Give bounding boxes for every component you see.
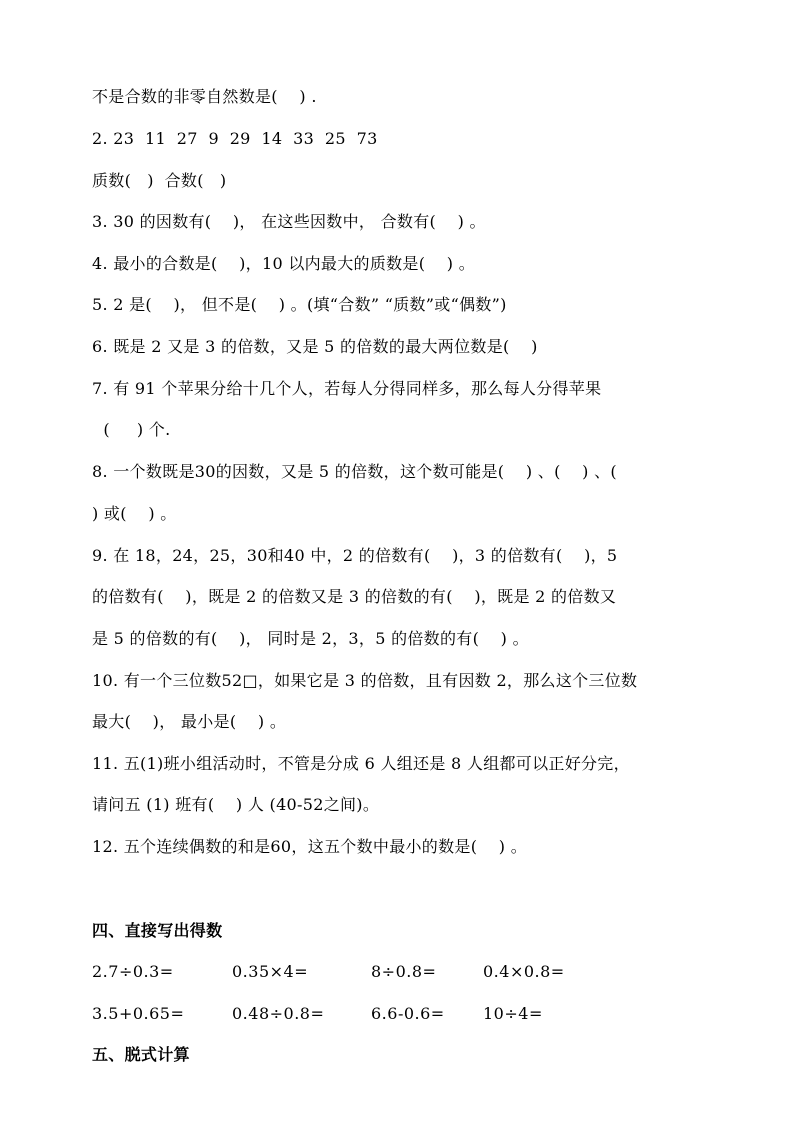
calc-item: 0.35×4=	[232, 962, 309, 981]
calc-item: 6.6-0.6=	[371, 1004, 445, 1023]
question-line: ) 或( ) 。	[92, 504, 177, 523]
calc-item: 10÷4=	[483, 1004, 543, 1023]
question-line: 11. 五(1)班小组活动时，不管是分成 6 人组还是 8 人组都可以正好分完，	[92, 754, 630, 773]
calc-item: 2.7÷0.3=	[92, 962, 174, 981]
question-line: 8. 一个数既是30的因数，又是 5 的倍数，这个数可能是( ) 、( ) 、(	[92, 462, 617, 481]
question-line: 请问五 (1) 班有( ) 人 (40-52之间)。	[92, 795, 380, 814]
question-line: 是 5 的倍数的有( )， 同时是 2，3，5 的倍数的有( ) 。	[92, 629, 529, 648]
question-line: 2. 23 11 27 9 29 14 33 25 73	[92, 129, 378, 148]
question-line: 4. 最小的合数是( )，10 以内最大的质数是( ) 。	[92, 254, 476, 273]
question-line: 质数( ) 合数( )	[92, 171, 227, 190]
question-line: 3. 30 的因数有( )， 在这些因数中， 合数有( ) 。	[92, 212, 486, 231]
question-line: 6. 既是 2 又是 3 的倍数，又是 5 的倍数的最大两位数是( )	[92, 337, 538, 356]
question-line: 最大( )， 最小是( ) 。	[92, 712, 287, 731]
question-line: 12. 五个连续偶数的和是60，这五个数中最小的数是( ) 。	[92, 837, 528, 856]
section-4-title: 四、直接写出得数	[92, 921, 223, 940]
question-line: 10. 有一个三位数52□，如果它是 3 的倍数，且有因数 2，那么这个三位数	[92, 671, 638, 690]
question-line: 7. 有 91 个苹果分给十几个人，若每人分得同样多，那么每人分得苹果	[92, 379, 602, 398]
calc-item: 0.4×0.8=	[483, 962, 565, 981]
question-line: 5. 2 是( )， 但不是( ) 。(填“合数” “质数”或“偶数”)	[92, 295, 507, 314]
section-5-title: 五、脱式计算	[92, 1045, 190, 1064]
calc-item: 3.5+0.65=	[92, 1004, 185, 1023]
calc-item: 0.48÷0.8=	[232, 1004, 325, 1023]
question-line: 的倍数有( )，既是 2 的倍数又是 3 的倍数的有( )，既是 2 的倍数又	[92, 587, 617, 606]
question-line: 9. 在 18，24，25，30和40 中，2 的倍数有( )，3 的倍数有( )，5	[92, 546, 618, 565]
calc-item: 8÷0.8=	[371, 962, 437, 981]
question-line: ( ) 个.	[98, 420, 171, 439]
question-line: 不是合数的非零自然数是( ) .	[92, 87, 317, 106]
